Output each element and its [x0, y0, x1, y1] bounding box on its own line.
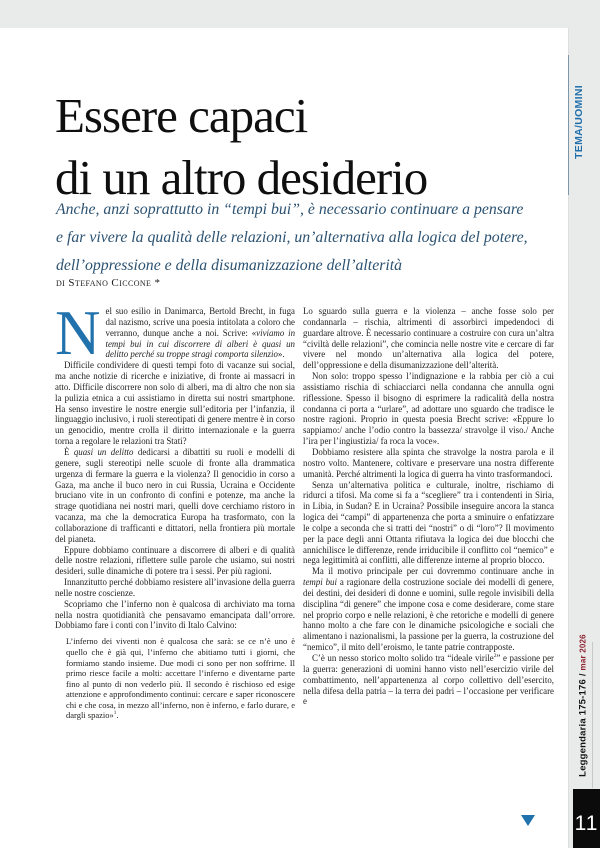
paragraph: Lo sguardo sulla guerra e la violenza – anche fosse solo per condannarla – rischia, altrimenti di assorbirci impedendoci di guardare altrove. È necessario continuare a costruire con cura un’altra “civiltà delle relazioni”, che comincia nelle nostre vite e cercare di far vivere nel mondo un’alternativa alla logica del potere, dell’oppressione e della disumanizzazione dell’alterità. [303, 306, 554, 371]
left-column [55, 298, 296, 721]
paragraph: È quasi un delitto dedicarsi a dibattiti su ruoli e modelli di genere, sugli stereotipi nelle scuole di fronte alla drammatica urgenza di fermare la guerra e la violenza? Il genocidio in corso a Gaza, ma anche il buco nero in cui Russia, Ucraina e Occidente bruciano vite in un confronto di confini e potenze, ma anche la strage quotidiana nei nostri mari, quelli dove cerchiamo ristoro in vacanza, ma che la democratica Europa ha trasformato, con la collaborazione di trafficanti e dittatori, nella frontiera più mortale del pianeta. [55, 446, 295, 544]
right-column [303, 306, 554, 707]
paragraph: Nel suo esilio in Danimarca, Bertold Brecht, in fuga dal nazismo, scrive una poesia intitolata a coloro che verranno, dunque anche a noi. Scrive: «viviamo in tempi bui in cui discorrere di alberi è quasi un delitto perché su troppe stragi comporta silenzio». [55, 298, 296, 368]
standfirst-line: dell’oppressione e della disumanizzazione dell’alterità [56, 257, 403, 274]
paragraph: Scopriamo che l’inferno non è qualcosa di archiviato ma torna nella nostra quotidianità che pensavamo emancipata dall’orrore. Dobbiamo fare i conti con l’invito di Italo Calvino: [55, 598, 295, 631]
paragraph: Innanzitutto perché dobbiamo resistere all’invasione della guerra nelle nostre coscienze. [55, 577, 295, 598]
standfirst-line: Anche, anzi soprattutto in “tempi bui”, è necessario continuare a pensare [56, 201, 524, 218]
paragraph: Non solo: troppo spesso l’indignazione e la rabbia per ciò a cui assistiamo rischia di schiacciarci nella condanna che annulla ogni riflessione. Spesso il bisogno di esprimere la radicalità della nostra condanna ci porta a “urlare”, ad adottare uno sguardo che tradisce le nostre ragioni. Proprio in questa poesia Brecht scrive: «Eppure lo sappiamo:/ anche l’odio contro la bassezza/ stravolge il viso./ Anche l’ira per l’ingiustizia/ fa roca la voce». [303, 371, 554, 447]
paragraph: Ma il motivo principale per cui dovremmo continuare anche in tempi bui a ragionare della costruzione sociale dei modelli di genere, dei destini, dei desideri di donne e uomini, sulle regole invisibili della disciplina “di genere” che impone cosa e come desiderare, come stare nel proprio corpo e nelle relazioni, è che retoriche e modelli di genere hanno molto a che fare con le dinamiche psicologiche e sociali che alimentano i nazionalismi, la passione per la guerra, la costruzione del “nemico”, il mito dell’eroismo, le tante patrie contrapposte. [303, 566, 555, 653]
article-title-line-2: di un altro desiderio [55, 149, 428, 205]
section-tab-label: TEMA/UOMINI [573, 85, 585, 159]
spine-rule [592, 642, 593, 788]
article-title-line-1: Essere capaci [55, 87, 308, 143]
byline: di Stefano Ciccone * [56, 277, 161, 289]
issue-date: mar 2026 [578, 634, 588, 671]
section-tab-rule [568, 55, 569, 195]
continuation-triangle-icon [521, 815, 535, 826]
standfirst [56, 196, 561, 280]
paragraph: Eppure dobbiamo continuare a discorrere di alberi e di qualità delle nostre relazioni, riflettere sulle parole che usiamo, sui nostri desideri, sulle dinamiche di potere tra i sessi. Per più ragioni. [55, 544, 295, 577]
article-title [55, 85, 560, 209]
paragraph: Dobbiamo resistere alla spinta che stravolge la nostra parola e il nostro volto. Mantenere, coltivare e preservare una nostra differente umanità. Perché altrimenti la logica di guerra ha vinto trasformandoci. [303, 446, 554, 479]
drop-cap: N [55, 298, 101, 368]
page-number: 11 [574, 811, 599, 835]
paragraph: Difficile condividere di questi tempi foto di vacanze sui social, ma anche notizie di ricerche e iniziative, di fronte ai massacri in atto. Difficile discorrere non solo di alberi, ma di altro che non sia la pulizia etnica a cui assistiamo in diretta sui nostri smartphone. Ha senso investire le nostre energie sull’editoria per l’infanzia, il linguaggio inclusivo, i ruoli stereotipati di genere mentre è in corso un genocidio, mentre crolla il diritto internazionale e la guerra torna a regolare le relazioni tra Stati? [55, 360, 295, 447]
issue-title: Leggendaria 175-176 / [577, 670, 589, 777]
paragraph: Senza un’alternativa politica e culturale, inoltre, rischiamo di ridurci a tifosi. Ma come si fa a “scegliere” tra i contendenti in Siria, in Libia, in Sudan? E in Ucraina? Possibile inseguire ancora la stanca logica dei “campi” di appartenenza che porta a sminuire o enfatizzare le colpe a seconda che si tratti dei “nostri” o di “loro”? Il movimento per la pace degli anni Ottanta rifiutava la logica dei due blocchi che annichilisce le differenze, rende irriducibile il conflitto col “nemico” e nega legittimità ai conflitti, alle differenze interne al proprio blocco. [303, 479, 554, 566]
standfirst-line: e far vivere la qualità delle relazioni, un’alternativa alla logica del potere, [56, 229, 528, 246]
paragraph: C’è un nesso storico molto solido tra “ideale virile$^2$” e passione per la guerra: generazioni di uomini hanno visto nell’esercizio virile del combattimento, nell’appartenenza al corpo collettivo dell’esercito, nella difesa della patria – la terra dei padri – l’occasione per verificare e [303, 653, 554, 707]
issue-label [578, 626, 589, 786]
page-number-badge [573, 789, 600, 848]
blockquote: L’inferno dei viventi non è qualcosa che sarà: se ce n’è uno è quello che è già qui, l’inferno che abitiamo tutti i giorni, che formiamo stando insieme. Due modi ci sono per non soffrirne. Il primo riesce facile a molti: accettare l’inferno e diventarne parte fino al punto di non vederlo più. Il secondo è rischioso ed esige attenzione e approfondimento continui: cercare e saper riconoscere chi e che cosa, in mezzo all’inferno, non è inferno, e farlo durare, e dargli spazio»$^1$. [66, 636, 295, 721]
